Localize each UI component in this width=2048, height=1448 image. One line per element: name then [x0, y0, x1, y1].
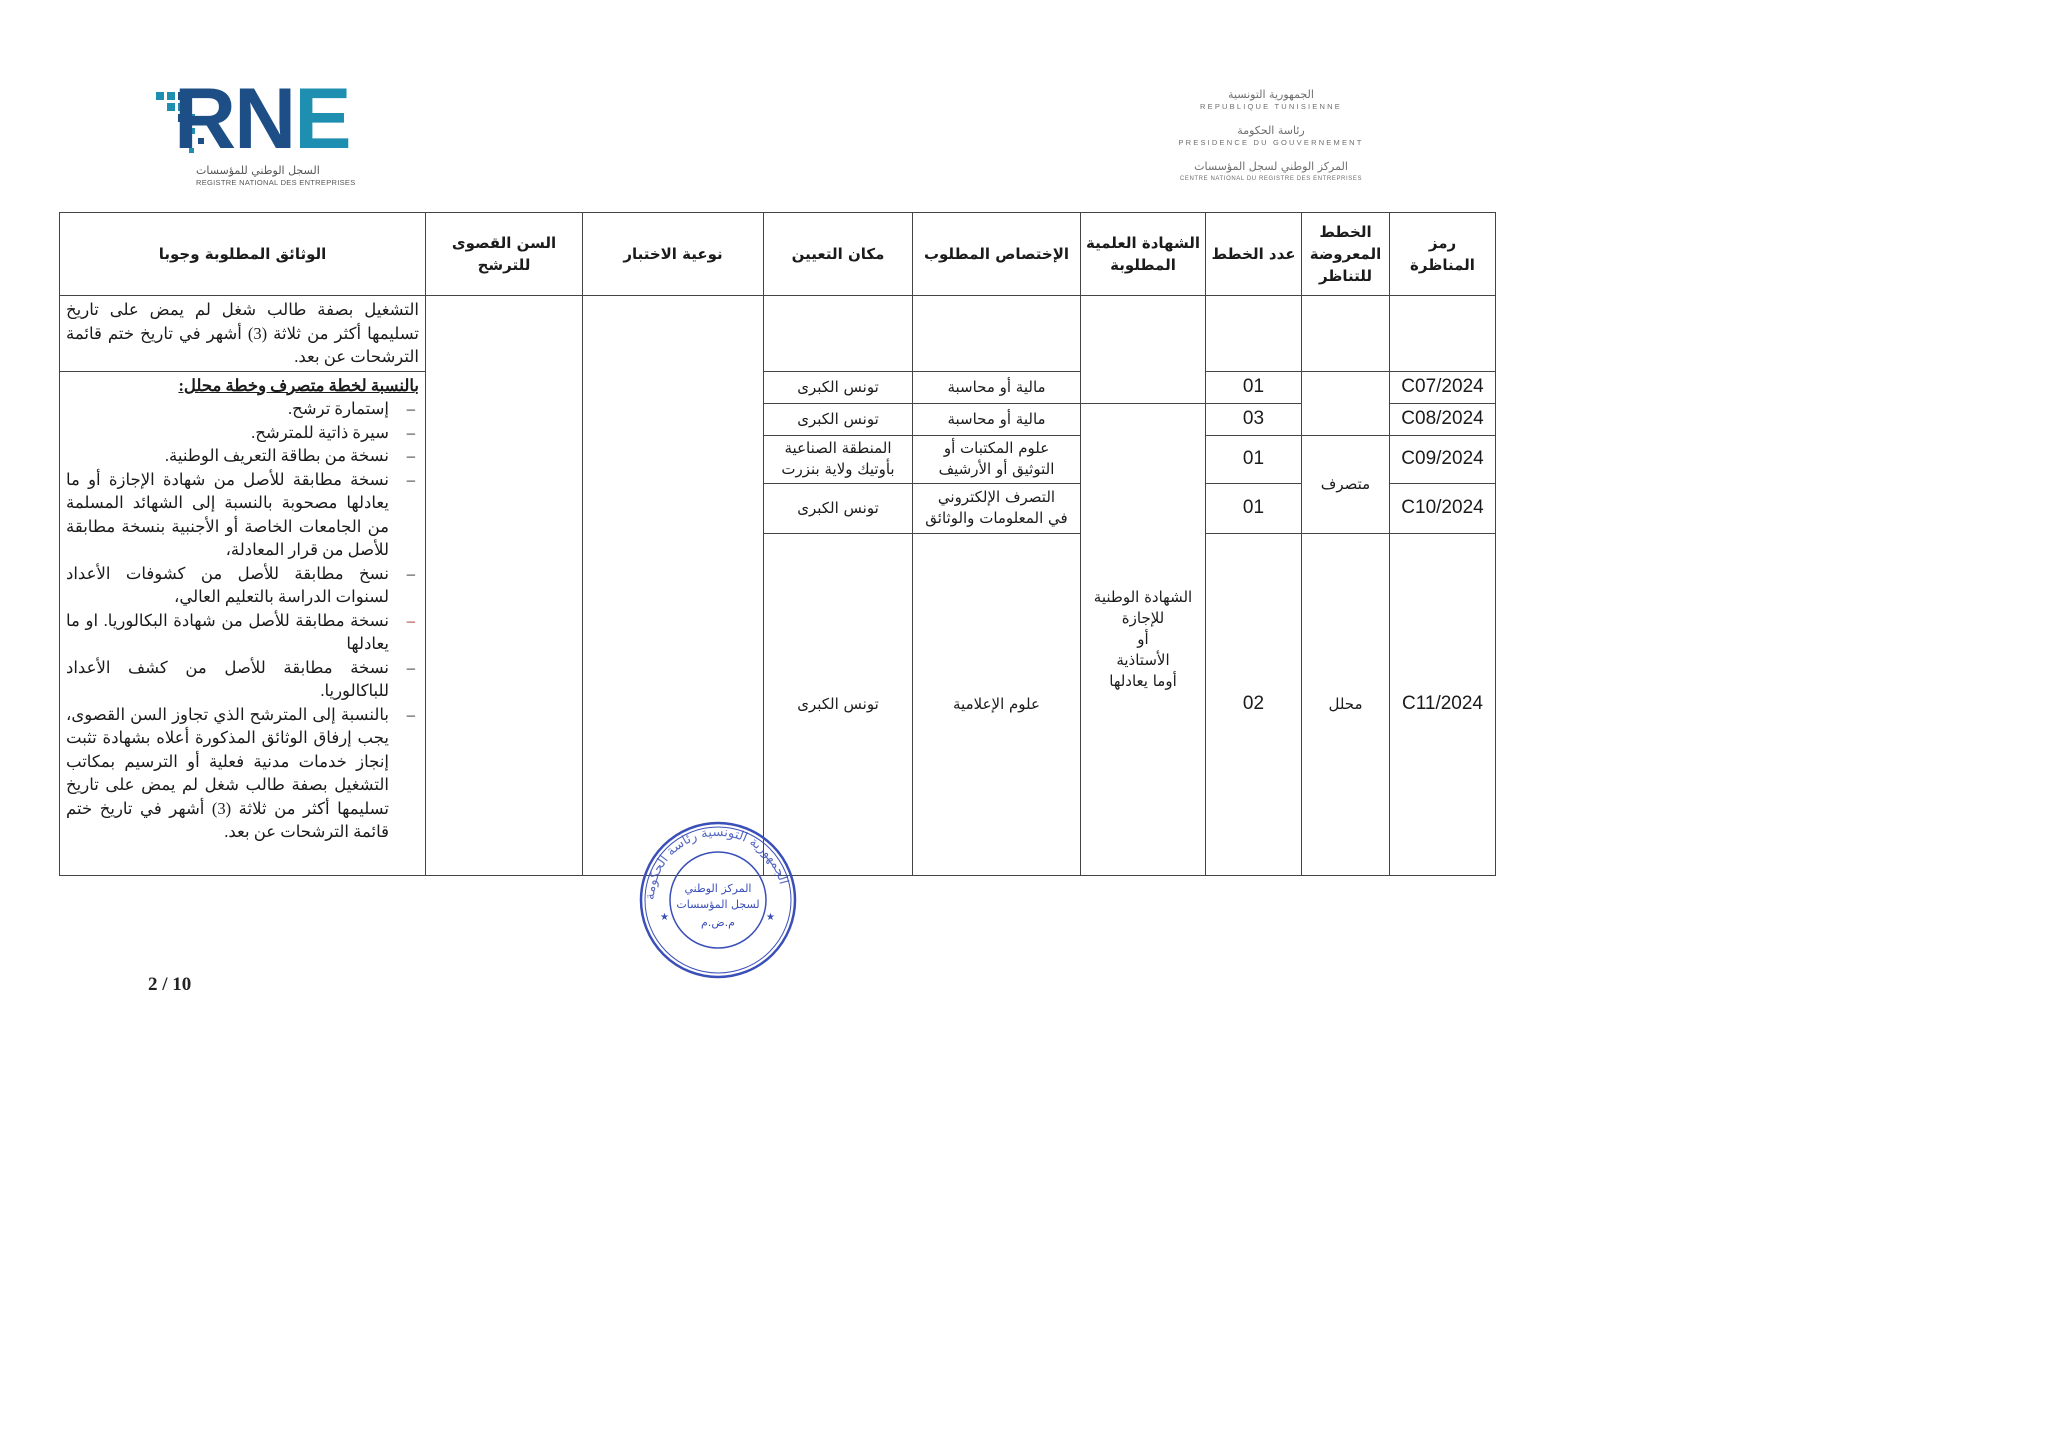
- row-specialty: مالية أو محاسبة: [913, 403, 1081, 435]
- row-code: C08/2024: [1390, 403, 1496, 435]
- cell-location-empty: [764, 296, 913, 372]
- cell-degree: الشهادة الوطنية للإجازة أو الأستاذية أوما يعادلها: [1081, 403, 1206, 875]
- presidency-arabic: رئاسة الحكومة: [1237, 124, 1305, 137]
- list-item: – بالنسبة إلى المترشح الذي تجاوز السن القصوى، يجب إرفاق الوثائق المذكورة أعلاه بشهادة تثبت إنجاز خدمات مدنية فعلية أو الترسيم بمكاتب التشغيل بصفة طالب شغل لم يمض على تاريخ تسليمها أكثر من ثلاثة (3) أشهر في تاريخ ختم قائمة الترشحات عن بعد.: [66, 703, 419, 844]
- cell-position-analyst: محلل: [1302, 533, 1390, 875]
- republic-french: REPUBLIQUE TUNISIENNE: [1200, 102, 1342, 111]
- list-item: – نسخة من بطاقة التعريف الوطنية.: [66, 444, 419, 468]
- row-location: تونس الكبرى: [764, 371, 913, 403]
- row-count: 03: [1206, 403, 1302, 435]
- header-specialty: الإختصاص المطلوب: [913, 213, 1081, 296]
- row-count: 01: [1206, 435, 1302, 483]
- header-count: عدد الخطط: [1206, 213, 1302, 296]
- row-code: C09/2024: [1390, 435, 1496, 483]
- cell-code-empty: [1390, 296, 1496, 372]
- list-item: – نسخ مطابقة للأصل من كشوفات الأعداد لسنوات الدراسة بالتعليم العالي،: [66, 562, 419, 609]
- official-stamp-icon: [638, 820, 798, 980]
- page-number: 2 / 10: [148, 974, 192, 995]
- presidency-french: PRESIDENCE DU GOUVERNEMENT: [1178, 138, 1364, 147]
- rne-wordmark: RNE: [174, 71, 350, 167]
- svg-text:م.ض.م: م.ض.م: [701, 916, 735, 929]
- cell-specialty-empty: [913, 296, 1081, 372]
- svg-text:★: ★: [660, 912, 669, 923]
- rne-arabic-name: السجل الوطني للمؤسسات: [196, 164, 320, 177]
- row-location: المنطقة الصناعية بأوتيك ولاية بنزرت: [764, 435, 913, 483]
- row-code: C11/2024: [1390, 533, 1496, 875]
- table-row: [60, 371, 1496, 403]
- cell-positions-empty: [1302, 296, 1390, 372]
- header-exam-type: نوعية الاختبار: [583, 213, 764, 296]
- svg-text:لسجل المؤسسات: لسجل المؤسسات: [676, 898, 760, 911]
- row-location: تونس الكبرى: [764, 483, 913, 533]
- list-item: – نسخة مطابقة للأصل من شهادة البكالوريا. او ما يعادلها: [66, 609, 419, 656]
- row-location: تونس الكبرى: [764, 533, 913, 875]
- header-row: [60, 213, 1496, 296]
- cell-documents-list: [60, 371, 426, 875]
- svg-text:المركز الوطني: المركز الوطني: [684, 882, 752, 895]
- documents-list: [66, 397, 419, 844]
- row-location: تونس الكبرى: [764, 403, 913, 435]
- center-arabic: المركز الوطني لسجل المؤسسات: [1194, 160, 1348, 173]
- list-item: – نسخة مطابقة للأصل من شهادة الإجازة أو ما يعادلها مصحوبة بالنسبة إلى الشهائد المسلمة من الجامعات الخاصة أو الأجنبية بنسخة مطابقة للأصل من قرار المعادلة،: [66, 468, 419, 562]
- list-item: – سيرة ذاتية للمترشح.: [66, 421, 419, 445]
- row-specialty: مالية أو محاسبة: [913, 371, 1081, 403]
- cell-exam-type: [583, 296, 764, 876]
- cell-degree-prev: [1081, 296, 1206, 404]
- list-item: – إستمارة ترشح.: [66, 397, 419, 421]
- row-count: 02: [1206, 533, 1302, 875]
- header-degree: الشهادة العلمية المطلوبة: [1081, 213, 1206, 296]
- row-specialty: التصرف الإلكتروني في المعلومات والوثائق: [913, 483, 1081, 533]
- contest-table: [59, 212, 1496, 876]
- header-code: رمز المناظرة: [1390, 213, 1496, 296]
- row-specialty: علوم الإعلامية: [913, 533, 1081, 875]
- svg-text:الجمهورية التونسية رئاسة الحكو: الجمهورية التونسية رئاسة الحكومة: [642, 824, 791, 901]
- cell-max-age: [426, 296, 583, 876]
- cell-positions-c07: [1302, 371, 1390, 435]
- cell-position-administrator: متصرف: [1302, 435, 1390, 533]
- header-max-age: السن القصوى للترشح: [426, 213, 583, 296]
- row-specialty: علوم المكتبات أو التوثيق أو الأرشيف: [913, 435, 1081, 483]
- row-code: C07/2024: [1390, 371, 1496, 403]
- republic-arabic: الجمهورية التونسية: [1228, 88, 1314, 101]
- government-header: [1168, 88, 1374, 188]
- documents-heading: بالنسبة لخطة متصرف وخطة محلل:: [178, 375, 419, 395]
- cell-documents-continuation: التشغيل بصفة طالب شغل لم يمض على تاريخ تسليمها أكثر من ثلاثة (3) أشهر في تاريخ ختم قائمة الترشحات عن بعد.: [60, 296, 426, 372]
- rne-logo: [156, 71, 418, 190]
- cell-count-empty: [1206, 296, 1302, 372]
- svg-text:★: ★: [766, 912, 775, 923]
- row-code: C10/2024: [1390, 483, 1496, 533]
- row-count: 01: [1206, 371, 1302, 403]
- header-positions: الخطط المعروضة للتناظر: [1302, 213, 1390, 296]
- center-french: CENTRE NATIONAL DU REGISTRE DES ENTREPRISES: [1179, 176, 1363, 182]
- rne-french-name: REGISTRE NATIONAL DES ENTREPRISES: [196, 178, 356, 187]
- list-item: – نسخة مطابقة للأصل من كشف الأعداد للباكالوريا.: [66, 656, 419, 703]
- row-count: 01: [1206, 483, 1302, 533]
- header-location: مكان التعيين: [764, 213, 913, 296]
- continuation-row: [60, 296, 1496, 372]
- header-documents: الوثائق المطلوبة وجوبا: [60, 213, 426, 296]
